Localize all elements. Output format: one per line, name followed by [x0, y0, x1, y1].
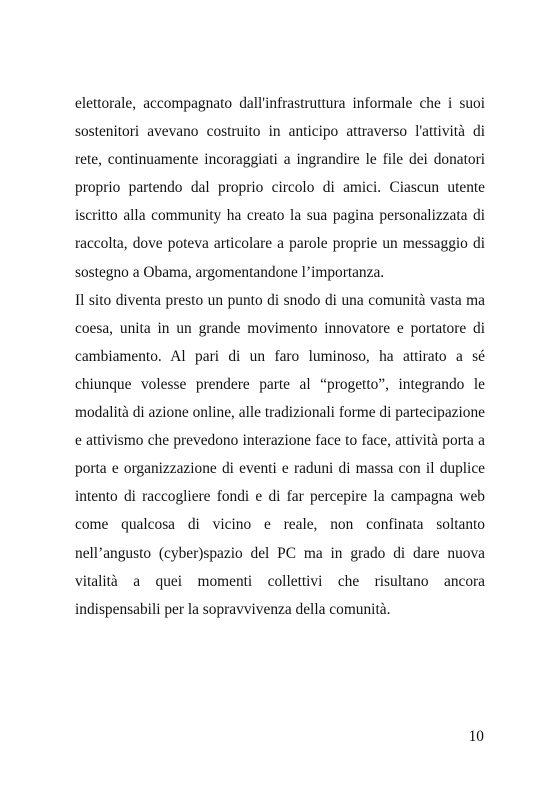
body-text: [75, 90, 485, 624]
paragraph-2: Il sito diventa presto un punto di snodo di una comunità vasta ma coesa, unita in un grande movimento innovatore e portatore di cambiamento. Al pari di un faro luminoso, ha attirato a sé chiunque volesse prendere parte al “progetto”, integrando le modalità di azione online, alle tradizionali forme di partecipazione e attivismo che prevedono interazione face to face, attività porta a porta e organizzazione di eventi e raduni di massa con il duplice intento di raccogliere fondi e di far percepire la campagna web come qualcosa di vicino e reale, non confinata soltanto nell’angusto (cyber)spazio del PC ma in grado di dare nuova vitalità a quei momenti collettivi che risultano ancora indispensabili per la sopravvivenza della comunità.: [75, 291, 485, 618]
paragraph-1: elettorale, accompagnato dall'infrastruttura informale che i suoi sostenitori avevano costruito in anticipo attraverso l'attività di rete, continuamente incoraggiati a ingrandire le file dei donatori proprio partendo dal proprio circolo di amici. Ciascun utente iscritto alla community ha creato la sua pagina personalizzata di raccolta, dove poteva articolare a parole proprie un messaggio di sostegno a Obama, argomentandone l’importanza.: [75, 95, 485, 281]
page-number: 10: [468, 728, 484, 745]
